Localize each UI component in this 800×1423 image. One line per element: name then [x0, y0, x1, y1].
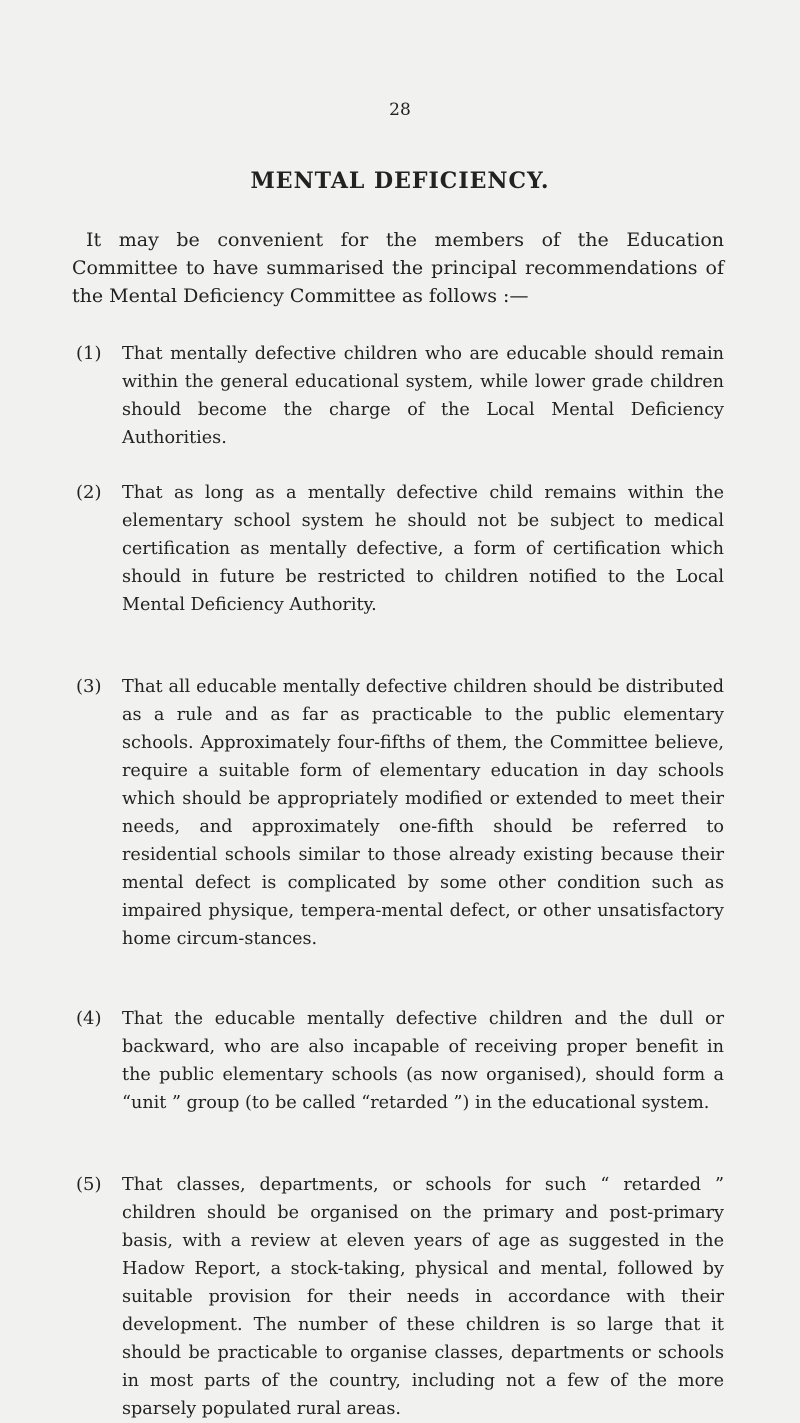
- recommendation-item: [76, 479, 724, 619]
- recommendation-number: (3): [76, 676, 102, 697]
- page-number: 28: [389, 100, 411, 120]
- recommendation-text: That classes, departments, or schools for such “ retarded ” children should be organised on the primary and post-primary basis, with a review at eleven years of age as suggested in the Hadow Report, a stock-taking, physical and mental, followed by suitable provision for their needs in accordance with their development. The number of these children is so large that it should be practicable to organise classes, departments or schools in most parts of the country, including not a few of the more sparsely populated rural areas.: [122, 1175, 724, 1419]
- recommendation-text: That all educable mentally defective children should be distributed as a rule and as far as practicable to the public elementary schools. Approximately four-fifths of them, the Committee believe, require a suitable form of elementary education in day schools which should be appropriately modified or extended to meet their needs, and approximately one-fifth should be referred to residential schools similar to those already existing because their mental defect is complicated by some other condition such as impaired physique, tempera-mental defect, or other unsatisfactory home circum-stances.: [122, 677, 724, 949]
- recommendation-text: That as long as a mentally defective child remains within the elementary school system he should not be subject to medical certification as mentally defective, a form of certification which should in future be restricted to children notified to the Local Mental Deficiency Authority.: [122, 483, 724, 615]
- recommendation-item: [76, 340, 724, 452]
- page-title: MENTAL DEFICIENCY.: [250, 168, 550, 194]
- recommendation-number: (4): [76, 1008, 102, 1029]
- recommendation-text: That mentally defective children who are educable should remain within the general educational system, while lower grade children should become the charge of the Local Mental Deficiency Authorities.: [122, 344, 724, 448]
- recommendation-text: That the educable mentally defective children and the dull or backward, who are also incapable of receiving proper benefit in the public elementary schools (as now organised), should form a “unit ” group (to be called “retarded ”) in the educational system.: [122, 1009, 724, 1113]
- recommendation-number: (2): [76, 482, 102, 503]
- recommendation-number: (1): [76, 343, 102, 364]
- recommendation-item: [76, 673, 724, 953]
- recommendation-number: (5): [76, 1174, 102, 1195]
- recommendation-item: [76, 1171, 724, 1423]
- recommendation-item: [76, 1005, 724, 1117]
- intro-paragraph: It may be convenient for the members of the Education Committee to have summarised the principal recommendations of the Mental Deficiency Committee as follows :—: [72, 229, 724, 307]
